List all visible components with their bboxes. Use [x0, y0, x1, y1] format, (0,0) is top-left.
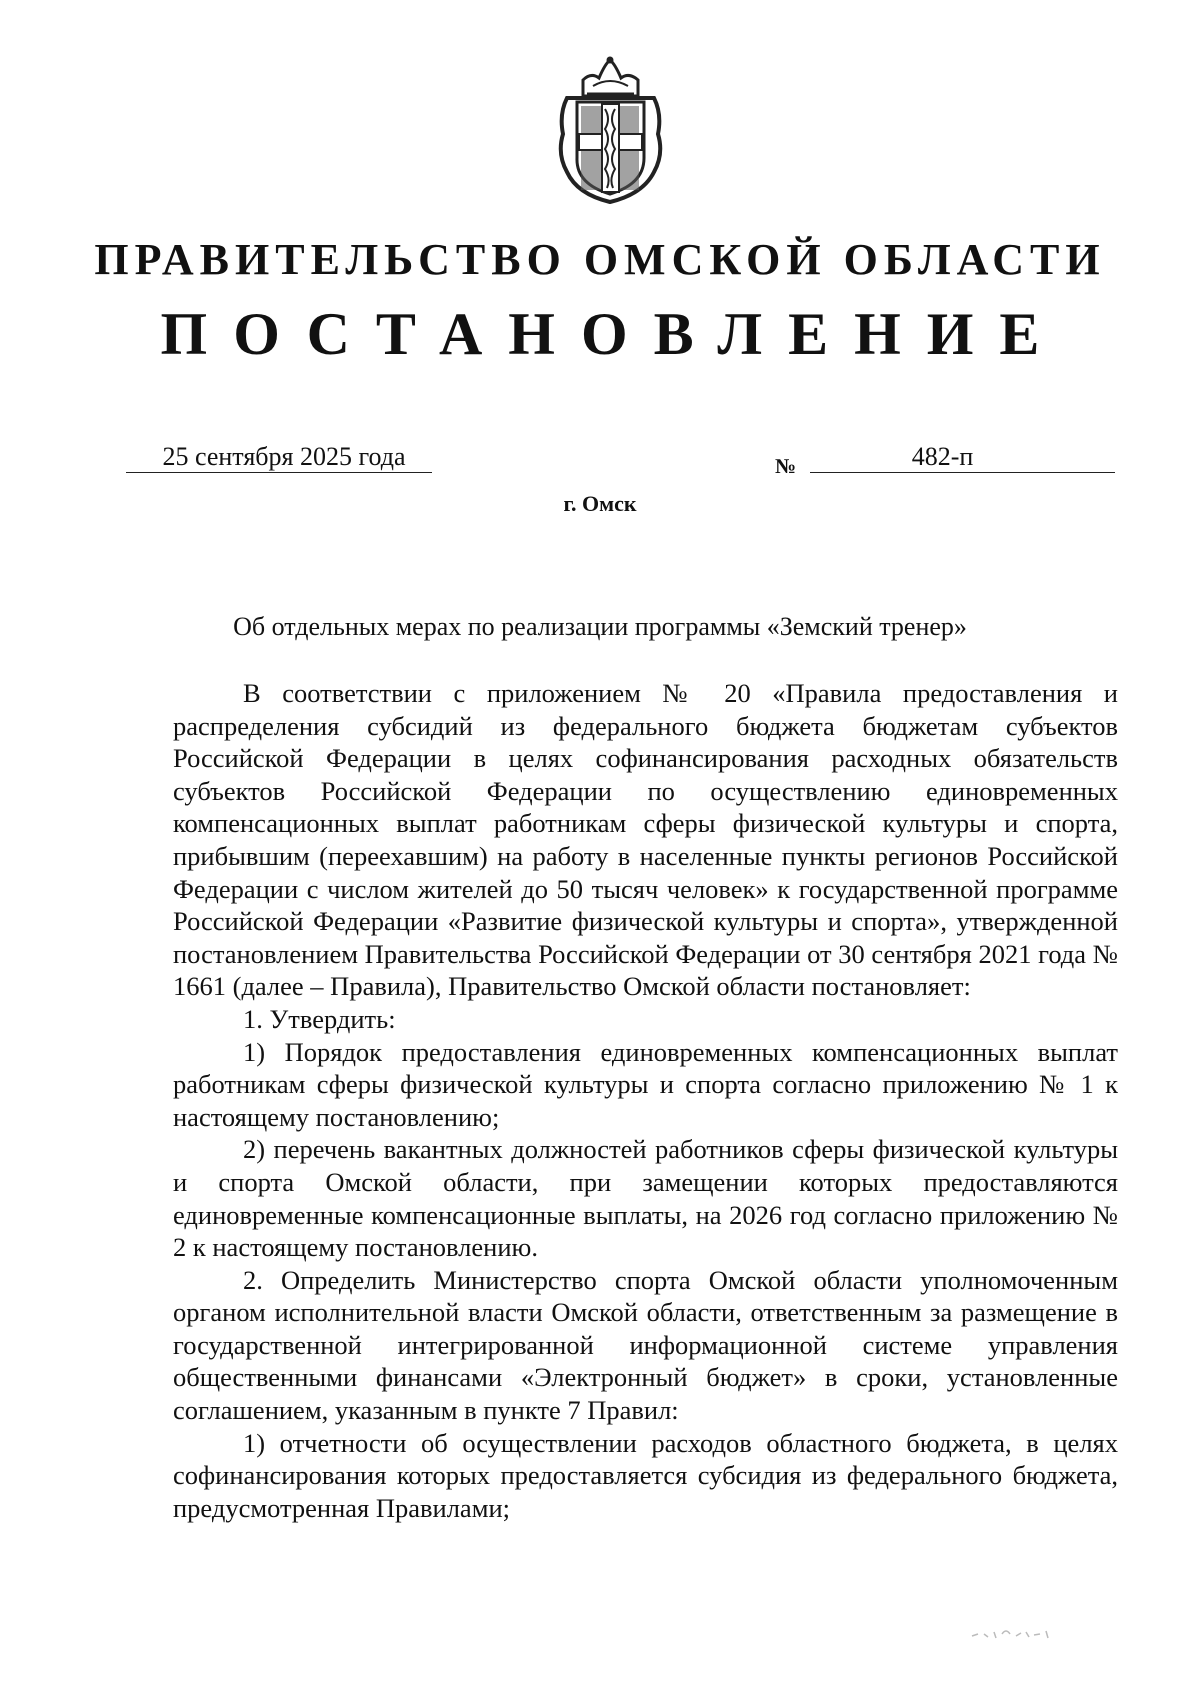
- item-1: 1. Утвердить:: [243, 1003, 396, 1034]
- document-body: [173, 677, 1118, 1524]
- item-1-1: 1) Порядок предоставления единовременных компенсационных выплат работникам сферы физической культуры и спорта согласно приложению № 1 к настоящему постановлению;: [173, 1036, 1118, 1132]
- city-label: г. Омск: [563, 491, 637, 516]
- number-sign: №: [775, 454, 797, 478]
- item-2-1: 1) отчетности об осуществлении расходов областного бюджета, в целях софинансирования которых предоставляется субсидия из федерального бюджета, предусмотренная Правилами;: [173, 1427, 1118, 1523]
- document-type-title: ПОСТАНОВЛЕНИЕ: [160, 301, 1066, 367]
- item-2: 2. Определить Министерство спорта Омской области уполномоченным органом исполнительной власти Омской области, ответственным за размещение в государственной интегрированной информационной системе управления общественными финансами «Электронный бюджет» в сроки, установленные соглашением, указанным в пункте 7 Правил:: [173, 1264, 1118, 1426]
- document-subject: Об отдельных мерах по реализации программы «Земский тренер»: [233, 612, 967, 641]
- document-number: 482-п: [810, 442, 1115, 473]
- document-date: 25 сентября 2025 года: [126, 442, 432, 473]
- scan-artifact: [968, 1622, 1058, 1646]
- coat-of-arms-icon: [553, 54, 668, 204]
- item-1-2: 2) перечень вакантных должностей работников сферы физической культуры и спорта Омской области, при замещении которых предоставляются единовременные компенсационные выплаты, на 2026 год согласно приложению № 2 к настоящему постановлению.: [173, 1134, 1118, 1263]
- preamble-paragraph: В соответствии с приложением № 20 «Правила предоставления и распределения субсидий из федерального бюджета бюджетам субъектов Российской Федерации в целях софинансирования расходных обязательств субъектов Российской Федерации по осуществлению единовременных компенсационных выплат работникам сферы физической культуры и спорта, прибывшим (переехавшим) на работу в населенные пункты регионов Российской Федерации с числом жителей до 50 тысяч человек» к государственной программе Российской Федерации «Развитие физической культуры и спорта», утвержденной постановлением Правительства Российской Федерации от 30 сентября 2021 года № 1661 (далее – Правила), Правительство Омской области постановляет:: [173, 678, 1118, 1002]
- government-title: ПРАВИТЕЛЬСТВО ОМСКОЙ ОБЛАСТИ: [94, 235, 1106, 284]
